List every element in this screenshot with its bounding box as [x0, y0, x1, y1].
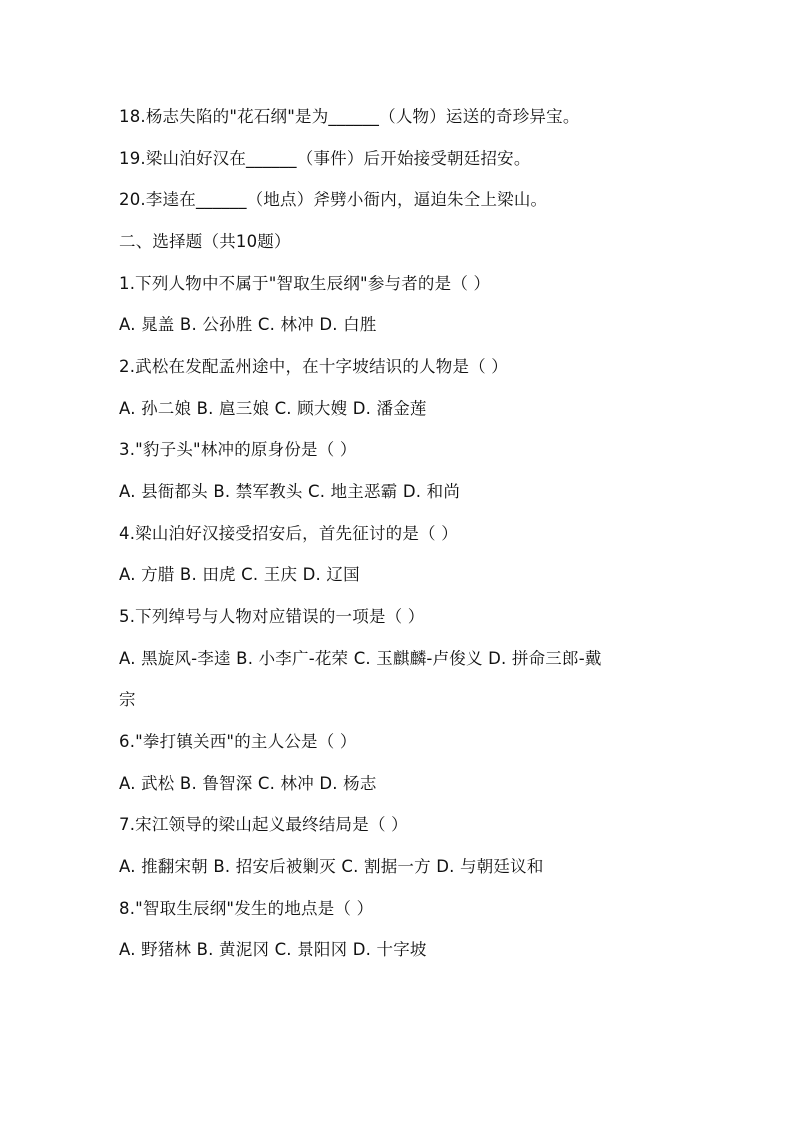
- question-19: 19.梁山泊好汉在______（事件）后开始接受朝廷招安。: [119, 149, 531, 168]
- choice-question-8: 8."智取生辰纲"发生的地点是（ ）: [119, 899, 374, 918]
- choice-options-7: A. 推翻宋朝 B. 招安后被剿灭 C. 割据一方 D. 与朝廷议和: [119, 857, 544, 876]
- choice-question-2: 2.武松在发配孟州途中，在十字坡结识的人物是（ ）: [119, 357, 508, 376]
- choice-question-3: 3."豹子头"林冲的原身份是（ ）: [119, 440, 357, 459]
- choice-options-4: A. 方腊 B. 田虎 C. 王庆 D. 辽国: [119, 565, 360, 584]
- choice-question-1: 1.下列人物中不属于"智取生辰纲"参与者的是（ ）: [119, 274, 491, 293]
- choice-options-2: A. 孙二娘 B. 扈三娘 C. 顾大嫂 D. 潘金莲: [119, 399, 427, 418]
- choice-options-8: A. 野猪林 B. 黄泥冈 C. 景阳冈 D. 十字坡: [119, 940, 427, 959]
- question-20: 20.李逵在______（地点）斧劈小衙内，逼迫朱仝上梁山。: [119, 190, 548, 209]
- choice-options-5-continued: 宗: [119, 690, 136, 709]
- choice-question-6: 6."拳打镇关西"的主人公是（ ）: [119, 732, 357, 751]
- choice-options-6: A. 武松 B. 鲁智深 C. 林冲 D. 杨志: [119, 774, 377, 793]
- choice-question-4: 4.梁山泊好汉接受招安后，首先征讨的是（ ）: [119, 524, 458, 543]
- choice-options-5: A. 黑旋风-李逵 B. 小李广-花荣 C. 玉麒麟-卢俊义 D. 拼命三郎-戴: [119, 649, 602, 668]
- question-18: 18.杨志失陷的"花石纲"是为______（人物）运送的奇珍异宝。: [119, 107, 580, 126]
- choice-question-7: 7.宋江领导的梁山起义最终结局是（ ）: [119, 815, 408, 834]
- choice-options-3: A. 县衙都头 B. 禁军教头 C. 地主恶霸 D. 和尚: [119, 482, 461, 501]
- choice-question-5: 5.下列绰号与人物对应错误的一项是（ ）: [119, 607, 425, 626]
- choice-options-1: A. 晁盖 B. 公孙胜 C. 林冲 D. 白胜: [119, 315, 377, 334]
- section-heading-choice: 二、选择题（共10题）: [119, 232, 291, 251]
